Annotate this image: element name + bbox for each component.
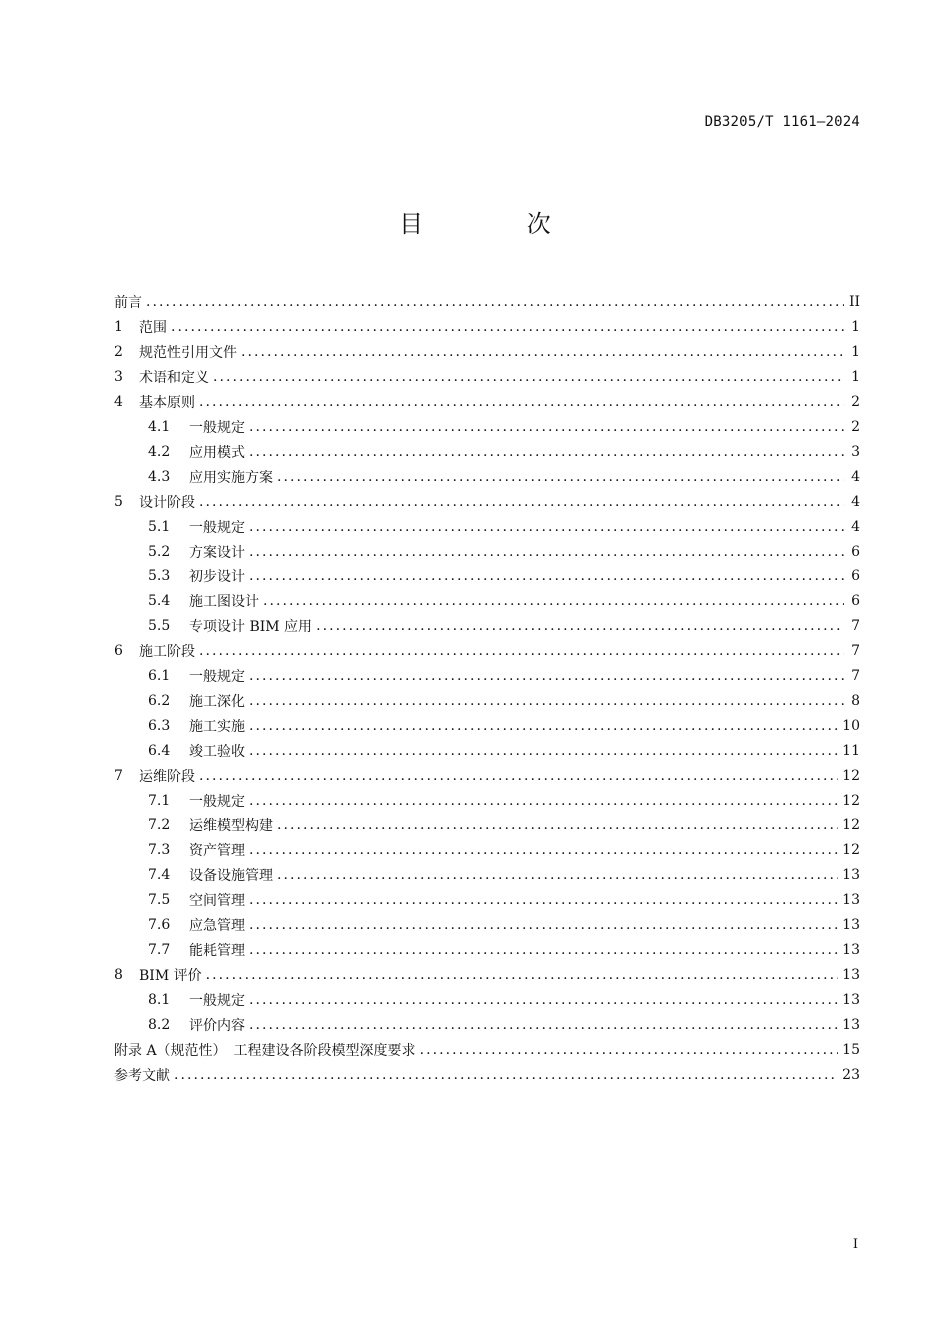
toc-entry-label: 附录 A（规范性） 工程建设各阶段模型深度要求	[114, 1042, 416, 1059]
toc-leader-dots	[249, 540, 844, 564]
toc-entry[interactable]	[114, 1037, 860, 1062]
toc-entry[interactable]	[114, 888, 860, 913]
toc-entry[interactable]	[114, 962, 860, 987]
toc-entry[interactable]	[114, 639, 860, 664]
toc-entry-page: 1	[851, 369, 860, 386]
toc-leader-dots	[277, 863, 838, 887]
toc-entry-page: 3	[851, 443, 860, 460]
toc-entry-number: 6.3	[148, 717, 171, 734]
toc-entry[interactable]	[114, 1012, 860, 1037]
toc-entry-label: 应用实施方案	[189, 469, 273, 486]
toc-leader-dots	[263, 589, 844, 613]
toc-entry[interactable]	[114, 913, 860, 938]
toc-entry-page: 6	[851, 543, 860, 560]
toc-entry-page: 13	[842, 867, 860, 884]
toc-entry-page: 10	[842, 717, 860, 734]
toc-entry-label: 施工图设计	[189, 594, 259, 611]
toc-entry[interactable]	[114, 589, 860, 614]
toc-entry[interactable]	[114, 489, 860, 514]
toc-entry[interactable]	[114, 987, 860, 1012]
toc-entry-page: 13	[842, 942, 860, 959]
toc-entry-number: 5.2	[148, 543, 171, 560]
toc-entry-page: 13	[842, 1016, 860, 1033]
toc-entry[interactable]	[114, 464, 860, 489]
doc-code: DB3205/T 1161—2024	[704, 114, 860, 130]
toc-leader-dots	[249, 988, 838, 1012]
toc-entry-label: 能耗管理	[189, 943, 245, 960]
toc-entry-number: 5.3	[148, 568, 171, 585]
toc-entry-label: 运维模型构建	[189, 818, 273, 835]
toc-leader-dots	[316, 614, 844, 638]
toc-entry[interactable]	[114, 863, 860, 888]
toc-entry-number: 4.1	[148, 418, 171, 435]
toc-entry[interactable]	[114, 614, 860, 639]
toc-leader-dots	[249, 838, 838, 862]
toc-entry-label: 范围	[139, 320, 167, 337]
toc-entry-page: 4	[851, 468, 860, 485]
toc-entry-number: 7	[114, 767, 123, 784]
toc-entry-page: 2	[851, 394, 860, 411]
toc-leader-dots	[241, 340, 844, 364]
toc-entry-page: 2	[851, 418, 860, 435]
toc-entry[interactable]	[114, 664, 860, 689]
toc-leader-dots	[206, 963, 839, 987]
toc-entry-label: 资产管理	[189, 843, 245, 860]
toc-entry-label: 施工阶段	[139, 644, 195, 661]
toc-entry[interactable]	[114, 1062, 860, 1087]
toc-entry-page: 11	[842, 742, 860, 759]
toc-entry-number: 8.1	[148, 991, 171, 1008]
toc-entry-number: 6.2	[148, 692, 171, 709]
toc-entry-label: 参考文献	[114, 1067, 170, 1084]
toc-entry-number: 6.4	[148, 742, 171, 759]
toc-entry-number: 7.7	[148, 942, 171, 959]
toc-entry-page: 13	[842, 892, 860, 909]
toc-entry-label: 术语和定义	[139, 370, 209, 387]
toc-entry[interactable]	[114, 514, 860, 539]
toc-entry[interactable]	[114, 564, 860, 589]
toc-entry[interactable]	[114, 738, 860, 763]
toc-entry-label: 施工深化	[189, 693, 245, 710]
toc-entry-page: 23	[842, 1066, 860, 1083]
toc-leader-dots	[420, 1038, 839, 1062]
toc-entry[interactable]	[114, 365, 860, 390]
toc-entry[interactable]	[114, 315, 860, 340]
page-title: 目 次	[399, 210, 599, 238]
toc-leader-dots	[199, 390, 844, 414]
toc-entry-page: 13	[842, 966, 860, 983]
toc-entry-number: 7.6	[148, 917, 171, 934]
toc-entry-number: 7.2	[148, 817, 171, 834]
table-of-contents	[114, 290, 860, 1087]
toc-leader-dots	[249, 689, 844, 713]
toc-entry-page: 15	[842, 1041, 860, 1058]
toc-entry-number: 8.2	[148, 1016, 171, 1033]
toc-entry[interactable]	[114, 838, 860, 863]
toc-entry-page: 1	[851, 344, 860, 361]
toc-leader-dots	[249, 664, 844, 688]
toc-entry-number: 4.3	[148, 468, 171, 485]
toc-entry-label: 一般规定	[189, 992, 245, 1009]
toc-entry-number: 3	[114, 369, 123, 386]
toc-leader-dots	[249, 913, 838, 937]
toc-leader-dots	[277, 813, 838, 837]
toc-entry-page: 4	[851, 493, 860, 510]
toc-entry-page: 12	[842, 767, 860, 784]
toc-entry-label: 方案设计	[189, 544, 245, 561]
toc-entry-number: 6.1	[148, 668, 171, 685]
toc-entry-page: 1	[851, 319, 860, 336]
toc-entry-label: 竣工验收	[189, 743, 245, 760]
toc-entry-label: 运维阶段	[139, 768, 195, 785]
toc-entry-page: 4	[851, 518, 860, 535]
toc-entry[interactable]	[114, 390, 860, 415]
toc-entry-page: 13	[842, 991, 860, 1008]
toc-leader-dots	[171, 315, 844, 339]
toc-entry[interactable]	[114, 539, 860, 564]
toc-entry-number: 5.1	[148, 518, 171, 535]
toc-entry-label: 应用模式	[189, 444, 245, 461]
toc-entry[interactable]	[114, 689, 860, 714]
toc-leader-dots	[249, 739, 838, 763]
toc-leader-dots	[174, 1063, 838, 1087]
toc-entry-number: 2	[114, 344, 123, 361]
toc-leader-dots	[249, 515, 844, 539]
toc-entry-number: 7.1	[148, 792, 171, 809]
toc-entry-page: 7	[851, 643, 860, 660]
page-number: I	[852, 1237, 858, 1252]
toc-entry-page: 6	[851, 593, 860, 610]
toc-leader-dots	[199, 639, 844, 663]
toc-entry[interactable]	[114, 415, 860, 440]
toc-entry-page: 12	[842, 842, 860, 859]
toc-entry-page: 7	[851, 618, 860, 635]
toc-leader-dots	[249, 714, 838, 738]
toc-entry[interactable]	[114, 788, 860, 813]
toc-leader-dots	[213, 365, 844, 389]
toc-entry-number: 7.3	[148, 842, 171, 859]
toc-entry-label: 设备设施管理	[189, 868, 273, 885]
toc-entry-number: 8	[114, 966, 123, 983]
toc-leader-dots	[249, 564, 844, 588]
toc-entry-page: 13	[842, 917, 860, 934]
toc-leader-dots	[249, 1013, 838, 1037]
toc-entry-number: 5	[114, 493, 123, 510]
toc-entry-number: 5.5	[148, 618, 171, 635]
toc-entry-label: 专项设计 BIM 应用	[189, 619, 313, 636]
toc-entry-label: 基本原则	[139, 395, 195, 412]
toc-entry-label: BIM 评价	[139, 967, 202, 984]
toc-entry-number: 7.4	[148, 867, 171, 884]
toc-entry-page: 12	[842, 817, 860, 834]
toc-leader-dots	[249, 789, 838, 813]
toc-leader-dots	[146, 290, 844, 314]
toc-entry-number: 7.5	[148, 892, 171, 909]
toc-entry-label: 一般规定	[189, 669, 245, 686]
toc-entry-page: II	[848, 294, 860, 311]
toc-entry-number: 4.2	[148, 443, 171, 460]
toc-entry[interactable]	[114, 439, 860, 464]
toc-entry-label: 设计阶段	[139, 494, 195, 511]
toc-entry-number: 6	[114, 643, 123, 660]
toc-entry-label: 规范性引用文件	[139, 345, 237, 362]
toc-leader-dots	[249, 888, 838, 912]
toc-entry-label: 空间管理	[189, 893, 245, 910]
toc-entry-label: 一般规定	[189, 419, 245, 436]
toc-leader-dots	[199, 490, 844, 514]
toc-leader-dots	[249, 440, 844, 464]
toc-entry-page: 12	[842, 792, 860, 809]
toc-entry[interactable]	[114, 813, 860, 838]
toc-leader-dots	[249, 938, 838, 962]
toc-leader-dots	[199, 764, 838, 788]
toc-entry-number: 1	[114, 319, 123, 336]
toc-entry[interactable]	[114, 290, 860, 315]
toc-entry-page: 7	[851, 668, 860, 685]
toc-entry-page: 6	[851, 568, 860, 585]
toc-entry[interactable]	[114, 763, 860, 788]
toc-entry-label: 初步设计	[189, 569, 245, 586]
toc-leader-dots	[249, 415, 844, 439]
toc-entry-label: 一般规定	[189, 793, 245, 810]
toc-entry-number: 4	[114, 394, 123, 411]
toc-entry-page: 8	[851, 692, 860, 709]
toc-entry-number: 5.4	[148, 593, 171, 610]
toc-entry[interactable]	[114, 938, 860, 963]
toc-leader-dots	[277, 465, 844, 489]
toc-entry-label: 施工实施	[189, 718, 245, 735]
toc-entry-label: 评价内容	[189, 1017, 245, 1034]
toc-entry-label: 一般规定	[189, 519, 245, 536]
toc-entry[interactable]	[114, 713, 860, 738]
toc-entry-label: 应急管理	[189, 918, 245, 935]
toc-entry[interactable]	[114, 340, 860, 365]
toc-entry-label: 前言	[114, 295, 142, 312]
